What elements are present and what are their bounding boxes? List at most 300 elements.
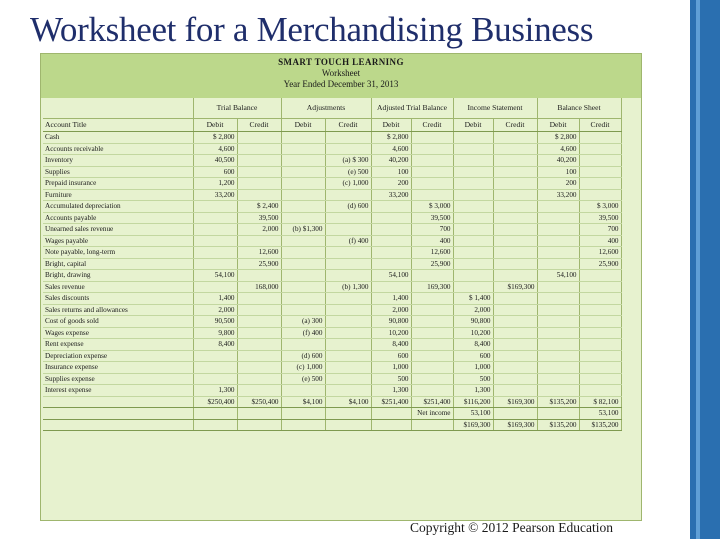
column-header: Debit: [537, 119, 579, 132]
amount-cell: [371, 201, 411, 213]
amount-cell: 54,100: [193, 270, 237, 282]
column-header: Credit: [325, 119, 371, 132]
amount-cell: [453, 132, 493, 144]
amount-cell: [281, 132, 325, 144]
account-title: Wages payable: [43, 235, 193, 247]
amount-cell: [237, 385, 281, 397]
report-period: Year Ended December 31, 2013: [283, 79, 399, 89]
amount-cell: [579, 350, 621, 362]
amount-cell: [281, 339, 325, 351]
amount-cell: [281, 385, 325, 397]
amount-cell: [237, 270, 281, 282]
amount-cell: [537, 408, 579, 420]
group-header: Income Statement: [453, 98, 537, 119]
table-row: [43, 385, 621, 397]
column-header-row: [43, 119, 621, 132]
amount-cell: [411, 270, 453, 282]
group-header: Adjusted Trial Balance: [371, 98, 453, 119]
amount-cell: 700: [579, 224, 621, 236]
amount-cell: [325, 339, 371, 351]
final-totals-row: [43, 419, 621, 431]
account-title: Supplies: [43, 166, 193, 178]
amount-cell: [325, 247, 371, 259]
amount-cell: 4,600: [537, 143, 579, 155]
amount-cell: [537, 350, 579, 362]
account-title: Furniture: [43, 189, 193, 201]
amount-cell: 25,900: [579, 258, 621, 270]
amount-cell: [281, 293, 325, 305]
amount-cell: [453, 212, 493, 224]
amount-cell: [579, 293, 621, 305]
amount-cell: [537, 212, 579, 224]
amount-cell: (f) 400: [325, 235, 371, 247]
amount-cell: $ 1,400: [453, 293, 493, 305]
table-row: [43, 132, 621, 144]
amount-cell: [453, 270, 493, 282]
amount-cell: [371, 247, 411, 259]
column-header: Credit: [411, 119, 453, 132]
amount-cell: [237, 189, 281, 201]
amount-cell: [579, 339, 621, 351]
amount-cell: $169,300: [493, 396, 537, 408]
table-row: [43, 235, 621, 247]
amount-cell: [493, 166, 537, 178]
amount-cell: [237, 316, 281, 328]
amount-cell: [237, 362, 281, 374]
amount-cell: [237, 408, 281, 420]
amount-cell: $169,300: [493, 419, 537, 431]
amount-cell: [237, 155, 281, 167]
amount-cell: [281, 178, 325, 190]
amount-cell: [281, 235, 325, 247]
group-header-blank: [43, 98, 193, 119]
amount-cell: [493, 132, 537, 144]
amount-cell: [281, 258, 325, 270]
amount-cell: [193, 212, 237, 224]
amount-cell: [193, 281, 237, 293]
amount-cell: [579, 304, 621, 316]
amount-cell: [493, 350, 537, 362]
amount-cell: [411, 385, 453, 397]
amount-cell: (c) 1,000: [281, 362, 325, 374]
table-row: [43, 143, 621, 155]
account-title: Inventory: [43, 155, 193, 167]
amount-cell: (b) 1,300: [325, 281, 371, 293]
totals-row: [43, 396, 621, 408]
column-header: Credit: [493, 119, 537, 132]
table-row: [43, 270, 621, 282]
amount-cell: [325, 212, 371, 224]
amount-cell: [411, 339, 453, 351]
amount-cell: $250,400: [237, 396, 281, 408]
amount-cell: 1,300: [371, 385, 411, 397]
amount-cell: [281, 201, 325, 213]
amount-cell: [493, 327, 537, 339]
amount-cell: [325, 373, 371, 385]
column-header: Credit: [237, 119, 281, 132]
amount-cell: [411, 178, 453, 190]
amount-cell: [237, 327, 281, 339]
column-header: Debit: [193, 119, 237, 132]
table-row: [43, 327, 621, 339]
amount-cell: 9,800: [193, 327, 237, 339]
amount-cell: 90,800: [453, 316, 493, 328]
amount-cell: [371, 419, 411, 431]
amount-cell: [237, 419, 281, 431]
amount-cell: [281, 419, 325, 431]
table-row: [43, 339, 621, 351]
amount-cell: [371, 212, 411, 224]
amount-cell: [193, 235, 237, 247]
worksheet-table: [43, 98, 622, 431]
table-row: [43, 258, 621, 270]
amount-cell: 169,300: [411, 281, 453, 293]
amount-cell: [237, 350, 281, 362]
account-title: Accounts receivable: [43, 143, 193, 155]
amount-cell: [237, 373, 281, 385]
amount-cell: 2,000: [453, 304, 493, 316]
account-title: Bright, capital: [43, 258, 193, 270]
column-header: Credit: [579, 119, 621, 132]
amount-cell: 1,300: [193, 385, 237, 397]
table-row: [43, 373, 621, 385]
amount-cell: 90,800: [371, 316, 411, 328]
group-header: Balance Sheet: [537, 98, 621, 119]
amount-cell: 10,200: [371, 327, 411, 339]
amount-cell: [237, 166, 281, 178]
amount-cell: 12,600: [237, 247, 281, 259]
amount-cell: [537, 201, 579, 213]
table-row: [43, 247, 621, 259]
amount-cell: [579, 166, 621, 178]
account-title: Cost of goods sold: [43, 316, 193, 328]
table-row: [43, 166, 621, 178]
amount-cell: [193, 362, 237, 374]
amount-cell: [237, 339, 281, 351]
amount-cell: 700: [411, 224, 453, 236]
table-row: [43, 293, 621, 305]
amount-cell: 168,000: [237, 281, 281, 293]
amount-cell: 200: [537, 178, 579, 190]
amount-cell: [325, 327, 371, 339]
amount-cell: [237, 235, 281, 247]
amount-cell: [411, 143, 453, 155]
group-header: Adjustments: [281, 98, 371, 119]
table-row: [43, 350, 621, 362]
table-row: [43, 201, 621, 213]
amount-cell: $169,300: [453, 419, 493, 431]
amount-cell: [537, 373, 579, 385]
amount-cell: [493, 339, 537, 351]
amount-cell: 500: [453, 373, 493, 385]
amount-cell: $ 2,400: [237, 201, 281, 213]
amount-cell: [193, 201, 237, 213]
amount-cell: [325, 258, 371, 270]
amount-cell: $251,400: [371, 396, 411, 408]
amount-cell: [371, 224, 411, 236]
amount-cell: [237, 143, 281, 155]
amount-cell: 8,400: [193, 339, 237, 351]
amount-cell: 8,400: [453, 339, 493, 351]
amount-cell: 40,200: [371, 155, 411, 167]
amount-cell: $169,300: [493, 281, 537, 293]
amount-cell: 40,200: [537, 155, 579, 167]
edge-decoration-bar: [690, 0, 720, 539]
account-title: Accumulated depreciation: [43, 201, 193, 213]
account-title: Insurance expense: [43, 362, 193, 374]
amount-cell: [411, 166, 453, 178]
amount-cell: 53,100: [453, 408, 493, 420]
company-name: SMART TOUCH LEARNING: [278, 57, 404, 67]
amount-cell: $ 2,800: [371, 132, 411, 144]
amount-cell: 600: [453, 350, 493, 362]
amount-cell: [237, 304, 281, 316]
amount-cell: 54,100: [537, 270, 579, 282]
slide-title: Worksheet for a Merchandising Business: [30, 10, 594, 49]
amount-cell: [411, 304, 453, 316]
amount-cell: [411, 419, 453, 431]
amount-cell: [493, 143, 537, 155]
amount-cell: [193, 350, 237, 362]
amount-cell: Net income: [411, 408, 453, 420]
amount-cell: 33,200: [193, 189, 237, 201]
amount-cell: [371, 408, 411, 420]
amount-cell: 600: [193, 166, 237, 178]
amount-cell: [325, 189, 371, 201]
amount-cell: 4,600: [371, 143, 411, 155]
amount-cell: [453, 247, 493, 259]
amount-cell: [193, 373, 237, 385]
amount-cell: 40,500: [193, 155, 237, 167]
net-income-row: [43, 408, 621, 420]
group-header: Trial Balance: [193, 98, 281, 119]
amount-cell: $116,200: [453, 396, 493, 408]
amount-cell: 100: [371, 166, 411, 178]
amount-cell: [453, 155, 493, 167]
amount-cell: 200: [371, 178, 411, 190]
amount-cell: 33,200: [371, 189, 411, 201]
amount-cell: [237, 132, 281, 144]
amount-cell: 1,400: [371, 293, 411, 305]
amount-cell: [493, 373, 537, 385]
table-row: [43, 316, 621, 328]
worksheet: [40, 53, 642, 521]
amount-cell: $ 3,000: [579, 201, 621, 213]
amount-cell: [579, 373, 621, 385]
amount-cell: [281, 155, 325, 167]
amount-cell: (a) $ 300: [325, 155, 371, 167]
column-header: Debit: [371, 119, 411, 132]
amount-cell: 25,900: [237, 258, 281, 270]
amount-cell: [579, 178, 621, 190]
amount-cell: [237, 293, 281, 305]
amount-cell: [325, 293, 371, 305]
amount-cell: [281, 143, 325, 155]
amount-cell: [325, 132, 371, 144]
amount-cell: 12,600: [411, 247, 453, 259]
amount-cell: [193, 247, 237, 259]
column-header: Account Title: [43, 119, 193, 132]
amount-cell: [411, 293, 453, 305]
amount-cell: [579, 316, 621, 328]
amount-cell: [537, 327, 579, 339]
amount-cell: 600: [371, 350, 411, 362]
amount-cell: [579, 385, 621, 397]
amount-cell: [43, 396, 193, 408]
amount-cell: [411, 350, 453, 362]
amount-cell: [411, 189, 453, 201]
amount-cell: 2,000: [193, 304, 237, 316]
amount-cell: 39,500: [579, 212, 621, 224]
table-row: [43, 304, 621, 316]
amount-cell: [537, 281, 579, 293]
amount-cell: $135,200: [537, 396, 579, 408]
amount-cell: 8,400: [371, 339, 411, 351]
account-title: Prepaid insurance: [43, 178, 193, 190]
amount-cell: [281, 304, 325, 316]
amount-cell: [281, 270, 325, 282]
amount-cell: [281, 189, 325, 201]
amount-cell: 12,600: [579, 247, 621, 259]
amount-cell: [281, 166, 325, 178]
table-row: [43, 155, 621, 167]
amount-cell: [537, 362, 579, 374]
amount-cell: [281, 408, 325, 420]
amount-cell: [325, 143, 371, 155]
table-row: [43, 178, 621, 190]
amount-cell: 100: [537, 166, 579, 178]
amount-cell: 39,500: [237, 212, 281, 224]
amount-cell: $ 2,800: [193, 132, 237, 144]
amount-cell: [493, 224, 537, 236]
account-title: Rent expense: [43, 339, 193, 351]
amount-cell: [493, 362, 537, 374]
amount-cell: [493, 155, 537, 167]
amount-cell: (c) 1,000: [325, 178, 371, 190]
amount-cell: (f) 400: [281, 327, 325, 339]
amount-cell: [411, 373, 453, 385]
amount-cell: (a) 300: [281, 316, 325, 328]
amount-cell: [453, 224, 493, 236]
amount-cell: $251,400: [411, 396, 453, 408]
amount-cell: 2,000: [237, 224, 281, 236]
amount-cell: [579, 281, 621, 293]
amount-cell: [325, 270, 371, 282]
amount-cell: [493, 201, 537, 213]
amount-cell: [193, 419, 237, 431]
amount-cell: [193, 224, 237, 236]
amount-cell: [371, 235, 411, 247]
column-header: Debit: [453, 119, 493, 132]
column-header: Debit: [281, 119, 325, 132]
amount-cell: [493, 304, 537, 316]
amount-cell: [493, 408, 537, 420]
amount-cell: [453, 258, 493, 270]
amount-cell: [537, 339, 579, 351]
amount-cell: [453, 281, 493, 293]
amount-cell: [493, 212, 537, 224]
amount-cell: [281, 281, 325, 293]
amount-cell: 1,000: [371, 362, 411, 374]
amount-cell: 1,400: [193, 293, 237, 305]
amount-cell: $135,200: [579, 419, 621, 431]
amount-cell: 53,100: [579, 408, 621, 420]
account-title: Supplies expense: [43, 373, 193, 385]
amount-cell: [325, 224, 371, 236]
amount-cell: [453, 235, 493, 247]
amount-cell: [493, 178, 537, 190]
account-title: Bright, drawing: [43, 270, 193, 282]
amount-cell: 25,900: [411, 258, 453, 270]
amount-cell: 1,200: [193, 178, 237, 190]
amount-cell: 54,100: [371, 270, 411, 282]
amount-cell: $4,100: [325, 396, 371, 408]
amount-cell: 39,500: [411, 212, 453, 224]
amount-cell: [493, 189, 537, 201]
table-row: [43, 212, 621, 224]
amount-cell: [237, 178, 281, 190]
amount-cell: $250,400: [193, 396, 237, 408]
amount-cell: [411, 155, 453, 167]
amount-cell: [43, 419, 193, 431]
amount-cell: [453, 201, 493, 213]
amount-cell: [493, 316, 537, 328]
amount-cell: [537, 235, 579, 247]
amount-cell: [411, 132, 453, 144]
amount-cell: [411, 362, 453, 374]
account-title: Accounts payable: [43, 212, 193, 224]
amount-cell: [325, 316, 371, 328]
amount-cell: [453, 178, 493, 190]
amount-cell: 500: [371, 373, 411, 385]
amount-cell: $135,200: [537, 419, 579, 431]
amount-cell: 10,200: [453, 327, 493, 339]
account-title: Interest expense: [43, 385, 193, 397]
amount-cell: [411, 316, 453, 328]
amount-cell: 4,600: [193, 143, 237, 155]
amount-cell: 1,000: [453, 362, 493, 374]
account-title: Cash: [43, 132, 193, 144]
amount-cell: [371, 281, 411, 293]
amount-cell: $ 82,100: [579, 396, 621, 408]
amount-cell: (e) 500: [325, 166, 371, 178]
amount-cell: [193, 408, 237, 420]
amount-cell: [493, 293, 537, 305]
amount-cell: (b) $1,300: [281, 224, 325, 236]
amount-cell: [537, 247, 579, 259]
amount-cell: [579, 189, 621, 201]
account-title: Sales revenue: [43, 281, 193, 293]
amount-cell: $ 3,000: [411, 201, 453, 213]
table-row: [43, 362, 621, 374]
account-title: Unearned sales revenue: [43, 224, 193, 236]
amount-cell: [411, 327, 453, 339]
table-row: [43, 224, 621, 236]
amount-cell: 400: [411, 235, 453, 247]
amount-cell: [579, 362, 621, 374]
amount-cell: [281, 212, 325, 224]
amount-cell: [493, 247, 537, 259]
amount-cell: 2,000: [371, 304, 411, 316]
amount-cell: 1,300: [453, 385, 493, 397]
amount-cell: [325, 304, 371, 316]
amount-cell: (e) 500: [281, 373, 325, 385]
amount-cell: [493, 270, 537, 282]
amount-cell: [537, 258, 579, 270]
amount-cell: [579, 327, 621, 339]
amount-cell: [325, 408, 371, 420]
amount-cell: [579, 270, 621, 282]
